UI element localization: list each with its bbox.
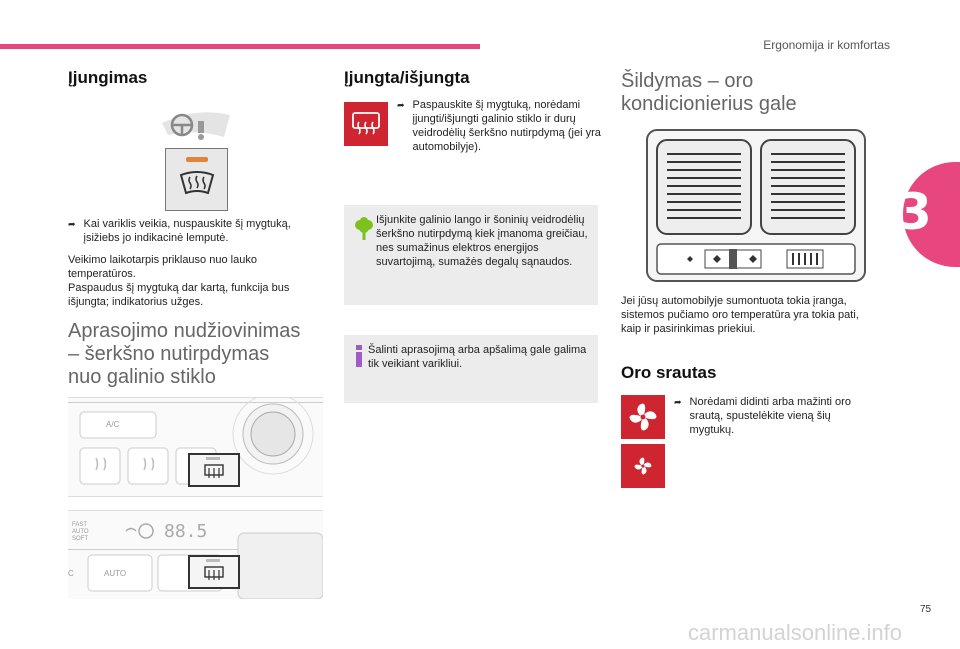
rear-window-heater-icon (351, 111, 381, 137)
info-note-text: Šalinti aprasojimą arba apšalimą gale galima tik veikiant varikliui. (368, 344, 587, 370)
windscreen-defrost-button[interactable] (165, 148, 228, 211)
heading-oro-srautas: Oro srautas (621, 363, 717, 382)
windscreen-defrost-dashboard-icon (160, 105, 232, 145)
heading-ijungta-isjungta: Įjungta/išjungta (344, 68, 470, 87)
rear-defrost-panel-button-1[interactable] (188, 453, 240, 487)
eco-tree-icon (354, 217, 374, 241)
bullet-arrow-icon: ➦ (397, 100, 405, 110)
eco-note-box (344, 205, 598, 305)
bullet-ijungimas: ➦ Kai variklis veikia, nuspauskite šį mygtuką, įsižiebs jo indikacinė lemputė. (68, 218, 291, 244)
page-number: 75 (920, 604, 932, 615)
bullet-oro-srautas: ➦ Norėdami didinti arba mažinti oro srautą, spustelėkite vieną šių mygtukų. (674, 396, 851, 436)
paragraph-press-again: Paspaudus šį mygtuką dar kartą, funkcija bus išjungta; indikatorius užges. (68, 282, 290, 308)
eco-note-text: Išjunkite galinio lango ir šoninių veidrodėlių šerkšno nutirpdymą kiek įmanoma greičiau, nes sumažinus elektros energijos suvartojimą, sumažės degalų sąnaudos. (376, 214, 588, 268)
bullet-arrow-icon: ➦ (674, 397, 682, 407)
fan-large-icon (627, 401, 659, 433)
rear-defrost-icon (204, 566, 224, 582)
bullet-ijungta: ➦ Paspauskite šį mygtuką, norėdami įjungti/išjungti galinio stiklo ir durų veidrodėlių šerkšno nutirpdymą (jei yra automobilyje). (397, 99, 601, 153)
rear-hvac-description: Jei jūsų automobilyje sumontuota tokia įranga, sistemos pučiamo oro temperatūra yra tokia pati, kaip ir pasirinkimas priekiui. (621, 295, 859, 335)
info-icon (354, 345, 364, 367)
paragraph-duration: Veikimo laikotarpis priklauso nuo lauko temperatūros. (68, 254, 257, 280)
panel-ac-label: A/C (106, 420, 120, 429)
section-title: Ergonomija ir komfortas (763, 38, 890, 52)
panel-mode-labels: FAST AUTO SOFT (72, 522, 89, 542)
windscreen-demist-icon (178, 171, 216, 197)
info-note-box (344, 335, 598, 403)
panel-temp-display: 88.5 (164, 521, 208, 542)
panel-c-label: C (68, 569, 74, 578)
rear-defrost-panel-button-2[interactable] (188, 555, 240, 589)
indicator-light (186, 157, 208, 162)
heading-sildymas: Šildymas – oro kondicionierius gale (621, 70, 797, 115)
heading-ijungimas: Įjungimas (68, 68, 148, 87)
rear-air-vent-illustration (645, 128, 867, 283)
rear-defrost-button-icon (344, 102, 388, 146)
watermark: carmanualsonline.info (688, 620, 903, 645)
chapter-number: 3 (897, 183, 932, 241)
fan-decrease-button[interactable] (621, 444, 665, 488)
header-accent-bar (0, 44, 480, 49)
climate-panel-illustration-1 (68, 397, 323, 497)
rear-defrost-icon (204, 464, 224, 480)
panel-auto-label: AUTO (104, 569, 127, 578)
bullet-arrow-icon: ➦ (68, 219, 76, 229)
climate-panel-illustration-2 (68, 510, 323, 599)
fan-increase-button[interactable] (621, 395, 665, 439)
fan-small-icon (633, 456, 653, 476)
heading-aprasojimo: Aprasojimo nudžiovinimas – šerkšno nutirpdymas nuo galinio stiklo (68, 320, 301, 388)
